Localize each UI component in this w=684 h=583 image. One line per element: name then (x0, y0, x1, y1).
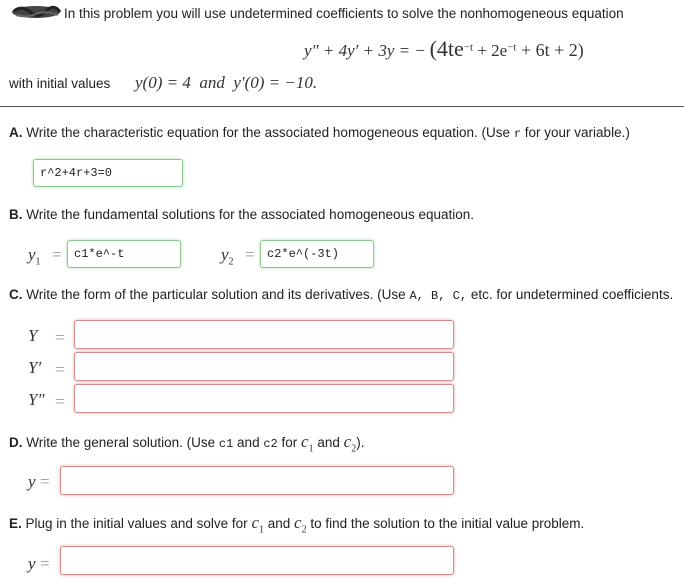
Y-prime-equals: = (55, 360, 65, 379)
Y-label: Y (28, 326, 38, 345)
part-b-text: Write the fundamental solutions for the associated homogeneous equation. (26, 207, 475, 222)
Y-double-prime-input[interactable] (74, 384, 454, 413)
part-a-prompt (9, 125, 630, 141)
part-d-c1-math: $c_1$ (301, 432, 314, 455)
equation-lhs: y″ + 4y′ + 3y = − (304, 41, 426, 60)
ivp-y-label: y (28, 554, 36, 573)
part-c-text: Write the form of the particular solution and its derivatives. (Use (26, 287, 406, 302)
Y-prime-label: Y′ (28, 358, 42, 377)
part-e-label: E. (9, 516, 22, 531)
y1-label: $y_1$ (28, 245, 41, 268)
part-e-c2-math: $c_2$ (294, 513, 307, 536)
part-e-prompt (9, 513, 584, 535)
part-d-and: and (237, 435, 260, 450)
part-c-text-2: etc. for undetermined coefficients. (470, 287, 674, 302)
Y-prime-input[interactable] (74, 352, 454, 381)
part-a-var: r (513, 127, 522, 141)
initial-values: y(0) = 4 and y′(0) = −10. (135, 73, 318, 92)
part-c-coeffs: A, B, C, (409, 289, 468, 303)
Y-equals: = (55, 328, 65, 347)
part-b-label: B. (9, 207, 23, 222)
general-y-label: y (28, 472, 36, 491)
intro-text: In this problem you will use undetermined coefficients to solve the nonhomogeneous equation (64, 6, 624, 21)
equation-rhs-open: (4te (429, 36, 464, 61)
y1-input[interactable]: c1*e^-t (67, 240, 181, 268)
part-d-c1: c1 (218, 437, 234, 451)
general-y-equals: = (40, 472, 50, 491)
part-d-prompt (9, 432, 364, 454)
divider (0, 106, 684, 107)
Y-double-prime-equals: = (55, 392, 65, 411)
part-b-prompt (9, 207, 474, 222)
characteristic-equation-input[interactable]: r^2+4r+3=0 (33, 159, 183, 187)
part-e-text-2: to find the solution to the initial value problem. (310, 516, 585, 531)
part-a-label: A. (9, 125, 23, 140)
part-c-label: C. (9, 287, 23, 302)
part-d-text-2: for (281, 435, 298, 450)
y1-equals: = (52, 245, 62, 264)
ivp-y-equals: = (40, 554, 50, 573)
part-d-text: Write the general solution. (Use (26, 435, 216, 450)
part-a-text-2: for your variable.) (524, 125, 630, 140)
Y-input[interactable] (74, 320, 454, 349)
initial-values-prefix: with initial values (9, 76, 111, 91)
part-d-close: ). (356, 435, 365, 450)
ivp-solution-input[interactable] (60, 546, 454, 575)
part-e-and: and (267, 516, 291, 531)
part-e-c1-math: $c_1$ (251, 513, 264, 536)
y2-input[interactable]: c2*e^(-3t) (260, 240, 374, 268)
part-a-text: Write the characteristic equation for the associated homogeneous equation. (Use (26, 125, 511, 140)
exponent-2: −t (507, 41, 517, 54)
equation-rhs-end: + 6t + 2) (516, 40, 584, 60)
part-d-and-2: and (317, 435, 340, 450)
differential-equation (304, 36, 584, 62)
scribble-mark-icon (10, 4, 62, 20)
Y-double-prime-label: Y″ (28, 390, 45, 409)
part-c-prompt (9, 287, 673, 303)
y2-label: $y_2$ (221, 245, 234, 268)
y2-equals: = (245, 245, 255, 264)
exponent-1: −t (463, 41, 474, 54)
general-solution-input[interactable] (60, 466, 454, 495)
part-d-label: D. (9, 435, 23, 450)
part-d-c2: c2 (263, 437, 278, 451)
equation-rhs-mid: + 2e (473, 41, 508, 60)
part-d-c2-math: $c_2$ (343, 432, 357, 455)
part-e-text: Plug in the initial values and solve for (25, 516, 248, 531)
